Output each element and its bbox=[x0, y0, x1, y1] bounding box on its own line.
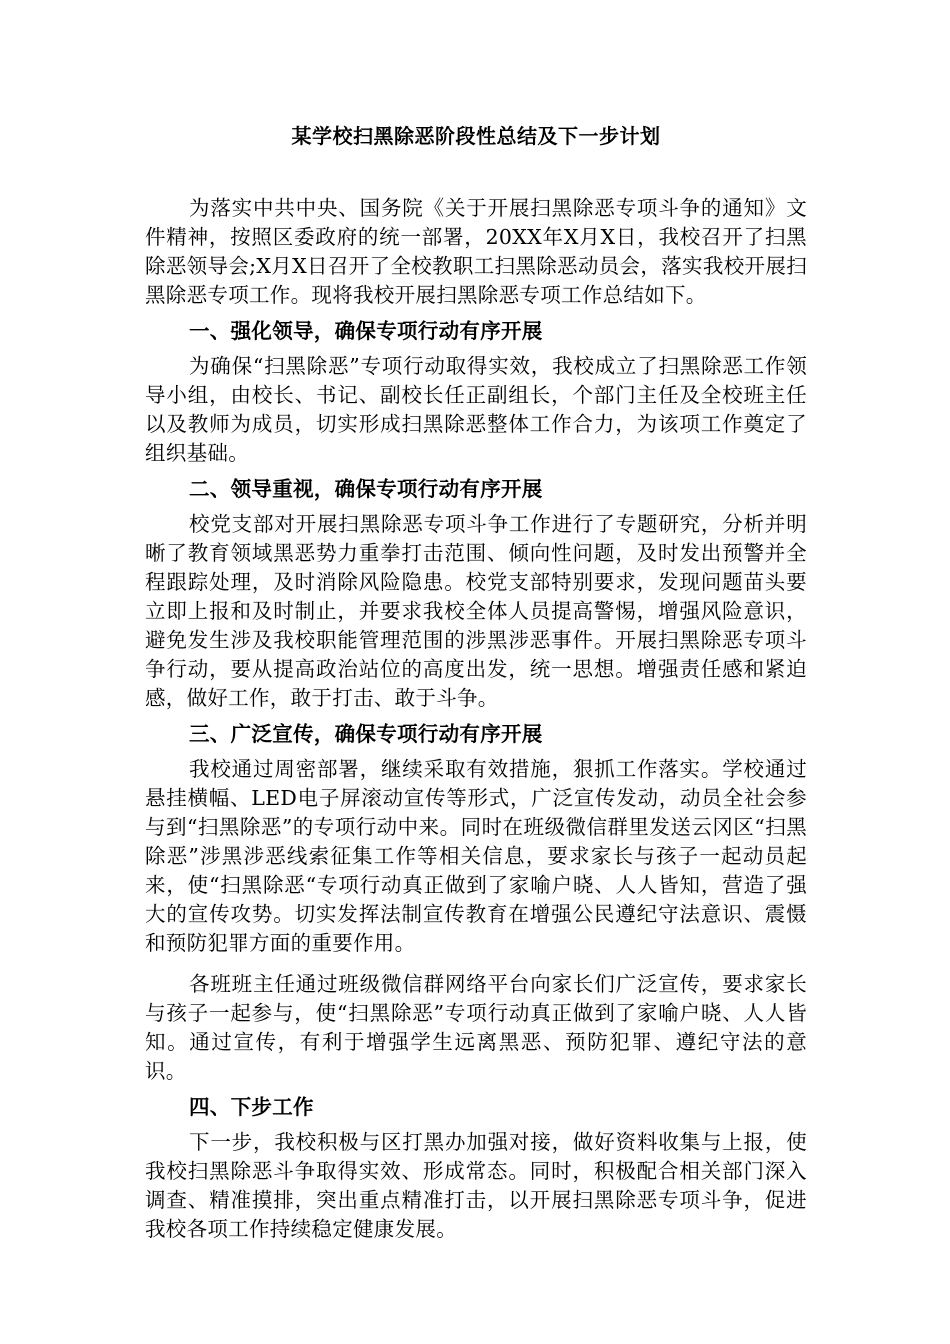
section-heading-4: 四、下步工作 bbox=[189, 1095, 314, 1119]
intro-paragraph: 为落实中共中央、国务院《关于开展扫黑除恶专项斗争的通知》文件精神，按照区委政府的统一部署，20XX年X月X日，我校召开了扫黑除恶领导会;X月X日召开了全校教职工扫黑除恶动员会，落实我校开展扫黑除恶专项工作。现将我校开展扫黑除恶专项工作总结如下。 bbox=[145, 196, 807, 307]
section-heading-3: 三、广泛宣传，确保专项行动有序开展 bbox=[189, 722, 543, 746]
section-heading-1: 一、强化领导，确保专项行动有序开展 bbox=[189, 319, 543, 343]
section-3-paragraph-1: 我校通过周密部署，继续采取有效措施，狠抓工作落实。学校通过悬挂横幅、LED电子屏滚动宣传等形式，广泛宣传发动，动员全社会参与到“扫黑除恶”的专项行动中来。同时在班级微信群里发送云冈区“扫黑除恶”涉黑涉恶线索征集工作等相关信息，要求家长与孩子一起动员起来，使“扫黑除恶“专项行动真正做到了家喻户晓、人人皆知，营造了强大的宣传攻势。切实发挥法制宣传教育在增强公民遵纪守法意识、震慑和预防犯罪方面的重要作用。 bbox=[145, 757, 807, 955]
section-heading-2: 二、领导重视，确保专项行动有序开展 bbox=[189, 477, 543, 501]
paragraph-spacer bbox=[145, 958, 807, 970]
document-page bbox=[145, 118, 807, 1244]
section-1-paragraph-1: 为确保“扫黑除恶”专项行动取得实效，我校成立了扫黑除恶工作领导小组，由校长、书记、副校长任正副组长，个部门主任及全校班主任以及教师为成员，切实形成扫黑除恶整体工作合力，为该项工作奠定了组织基础。 bbox=[145, 354, 807, 465]
section-4-paragraph-1: 下一步，我校积极与区打黑办加强对接，做好资料收集与上报，使我校扫黑除恶斗争取得实效、形成常态。同时，积极配合相关部门深入调查、精准摸排，突出重点精准打击，以开展扫黑除恶专项斗争，促进我校各项工作持续稳定健康发展。 bbox=[145, 1130, 807, 1241]
document-title: 某学校扫黑除恶阶段性总结及下一步计划 bbox=[291, 124, 661, 148]
section-3-paragraph-2: 各班班主任通过班级微信群网络平台向家长们广泛宣传，要求家长与孩子一起参与，使“扫黑除恶”专项行动真正做到了家喻户晓、人人皆知。通过宣传，有利于增强学生远离黑恶、预防犯罪、遵纪守法的意识。 bbox=[145, 972, 807, 1083]
section-2-paragraph-1: 校党支部对开展扫黑除恶专项斗争工作进行了专题研究，分析并明晰了教育领域黑恶势力重拳打击范围、倾向性问题，及时发出预警并全程跟踪处理，及时消除风险隐患。校党支部特别要求，发现问题苗头要立即上报和及时制止，并要求我校全体人员提高警惕，增强风险意识，避免发生涉及我校职能管理范围的涉黑涉恶事件。开展扫黑除恶专项斗争行动，要从提高政治站位的高度出发，统一思想。增强责任感和紧迫感，做好工作，敢于打击、敢于斗争。 bbox=[145, 512, 807, 710]
